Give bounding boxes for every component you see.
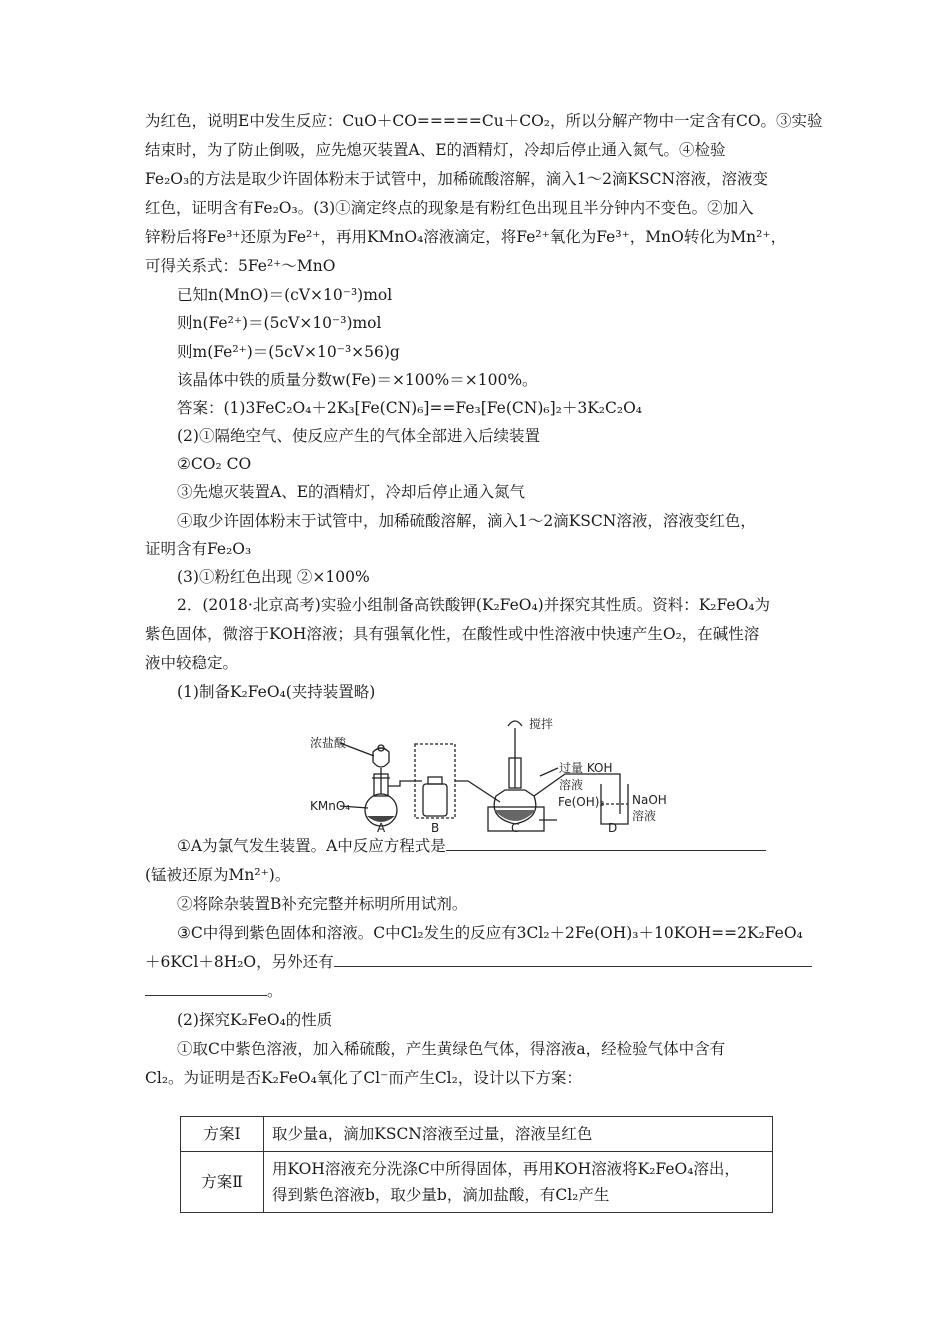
label-solution-d: 溶液 [632, 809, 657, 823]
text-line [177, 567, 370, 587]
line-text: ②CO₂ CO [177, 455, 252, 473]
line-text: 答案：(1)3FeC₂O₄＋2K₃[Fe(CN)₆]==Fe₃[Fe(CN)₆]₂＋3K₂C₂O₄ [177, 399, 642, 417]
line-text: 该晶体中铁的质量分数w(Fe)＝×100%＝×100%。 [177, 371, 538, 389]
scheme-content-line: 取少量a，滴加KSCN溶液至过量，溶液呈红色 [272, 1125, 593, 1143]
text-line [145, 624, 759, 644]
line-text-after: 。 [267, 982, 283, 1000]
tube-a-b [388, 781, 422, 786]
text-line [177, 894, 467, 914]
text-line [145, 539, 251, 559]
line-text: ＋6KCl＋8H₂O，另外还有 [145, 953, 334, 971]
text-line [177, 313, 381, 333]
text-line [177, 595, 770, 615]
scheme-content-cell [264, 1152, 773, 1213]
text-line [145, 111, 823, 131]
text-line [177, 370, 538, 390]
apparatus-diagram [310, 706, 670, 834]
stirrer-arrow [508, 721, 522, 726]
table-row [181, 1152, 773, 1213]
line-text: ③先熄灭装置A、E的酒精灯，冷却后停止通入氮气 [177, 483, 526, 501]
text-line [145, 140, 726, 160]
line-text: Cl₂。为证明是否K₂FeO₄氧化了Cl⁻而产生Cl₂，设计以下方案： [145, 1069, 582, 1087]
scheme-name-cell: 方案Ⅱ [181, 1152, 264, 1213]
text-line [177, 1010, 332, 1030]
scheme-name-cell: 方案Ⅰ [181, 1117, 264, 1152]
line-text: 则m(Fe²⁺)＝(5cV×10⁻³×56)g [177, 343, 400, 361]
text-line [177, 511, 756, 531]
line-text: ③C中得到紫色固体和溶液。C中Cl₂发生的反应有3Cl₂＋2Fe(OH)₃＋10KOH==2K₂FeO₄ [177, 924, 803, 942]
label-b: B [431, 821, 440, 834]
line-text: 红色，证明含有Fe₂O₃。(3)①滴定终点的现象是有粉红色出现且半分钟内不变色。②加入 [145, 199, 754, 217]
answer-blank[interactable] [334, 952, 812, 967]
label-feoh3: Fe(OH)₃ [558, 795, 605, 809]
line-text: ①取C中紫色溶液，加入稀硫酸，产生黄绿色气体，得溶液a，经检验气体中含有 [177, 1040, 726, 1058]
text-line [145, 198, 754, 218]
line-text: 可得关系式：5Fe²⁺～MnO [145, 257, 336, 275]
bottle-b [423, 784, 447, 816]
line-text: 证明含有Fe₂O₃ [145, 540, 252, 558]
text-line [177, 682, 375, 702]
line-text: ②将除杂装置B补充完整并标明所用试剂。 [177, 895, 468, 913]
text-line [177, 454, 251, 474]
label-c: C [511, 821, 520, 834]
line-text: 为红色，说明E中发生反应：CuO＋CO=====Cu＋CO₂，所以分解产物中一定含有CO。③实验 [145, 112, 823, 130]
text-line [145, 227, 786, 247]
text-line [145, 256, 335, 276]
text-line [145, 865, 290, 885]
scheme-table [180, 1116, 773, 1213]
text-line [177, 1039, 725, 1059]
label-kmno4: KMnO₄ [310, 799, 351, 813]
line-text: 已知n(MnO)＝(cV×10⁻³)mol [177, 286, 393, 304]
scheme-content-cell [264, 1117, 773, 1152]
answer-blank[interactable] [446, 836, 766, 851]
label-excess-koh: 过量 KOH [559, 761, 613, 775]
label-d: D [608, 821, 618, 834]
text-line [177, 342, 400, 362]
text-line [145, 981, 283, 1001]
line-text: 结束时，为了防止倒吸，应先熄灭装置A、E的酒精灯，冷却后停止通入氮气。④检验 [145, 141, 726, 159]
text-line [177, 923, 803, 943]
line-text: (3)①粉红色出现 ②×100% [177, 568, 370, 586]
scheme-content-line: 得到紫色溶液b，取少量b，滴加盐酸，有Cl₂产生 [272, 1186, 610, 1204]
solution-c [494, 810, 536, 821]
line-text: ①A为氯气发生装置。A中反应方程式是 [177, 837, 446, 855]
text-line [177, 398, 642, 418]
table-row [181, 1117, 773, 1152]
text-line [145, 169, 768, 189]
line-text: 液中较稳定。 [145, 654, 239, 672]
text-line [177, 836, 766, 856]
label-a: A [377, 821, 386, 834]
label-stir: 搅拌 [529, 717, 554, 731]
line-text: (锰被还原为Mn²⁺)。 [145, 866, 291, 884]
line-text: 紫色固体，微溶于KOH溶液；具有强氧化性，在酸性或中性溶液中快速产生O₂，在碱性溶 [145, 625, 760, 643]
line-text: ④取少许固体粉末于试管中，加稀硫酸溶解，滴入1～2滴KSCN溶液，溶液变红色， [177, 512, 756, 530]
line-text: (1)制备K₂FeO₄(夹持装置略) [177, 683, 376, 701]
label-conc-hcl: 浓盐酸 [310, 736, 347, 750]
tube-b-c [455, 781, 500, 802]
line-text: 则n(Fe²⁺)＝(5cV×10⁻³)mol [177, 314, 382, 332]
line-text: (2)探究K₂FeO₄的性质 [177, 1011, 333, 1029]
text-line [145, 1068, 582, 1088]
line-text: 锌粉后将Fe³⁺还原为Fe²⁺，再用KMnO₄溶液滴定，将Fe²⁺氧化为Fe³⁺，MnO转化为Mn²⁺， [145, 228, 787, 246]
line-text: Fe₂O₃的方法是取少许固体粉末于试管中，加稀硫酸溶解，滴入1～2滴KSCN溶液，溶液变 [145, 170, 769, 188]
label-solution-c: 溶液 [559, 778, 584, 792]
text-line [177, 426, 540, 446]
answer-blank[interactable] [145, 981, 267, 996]
line-text: 2．(2018·北京高考)实验小组制备高铁酸钾(K₂FeO₄)并探究其性质。资料：K₂FeO₄为 [177, 596, 771, 614]
text-line [145, 653, 238, 673]
line-text: (2)①隔绝空气、使反应产生的气体全部进入后续装置 [177, 427, 540, 445]
label-naoh: NaOH [632, 793, 667, 807]
text-line [177, 285, 392, 305]
text-line [145, 952, 812, 972]
scheme-content-line: 用KOH溶液充分洗涤C中所得固体，再用KOH溶液将K₂FeO₄溶出， [272, 1160, 740, 1178]
text-line [177, 482, 525, 502]
